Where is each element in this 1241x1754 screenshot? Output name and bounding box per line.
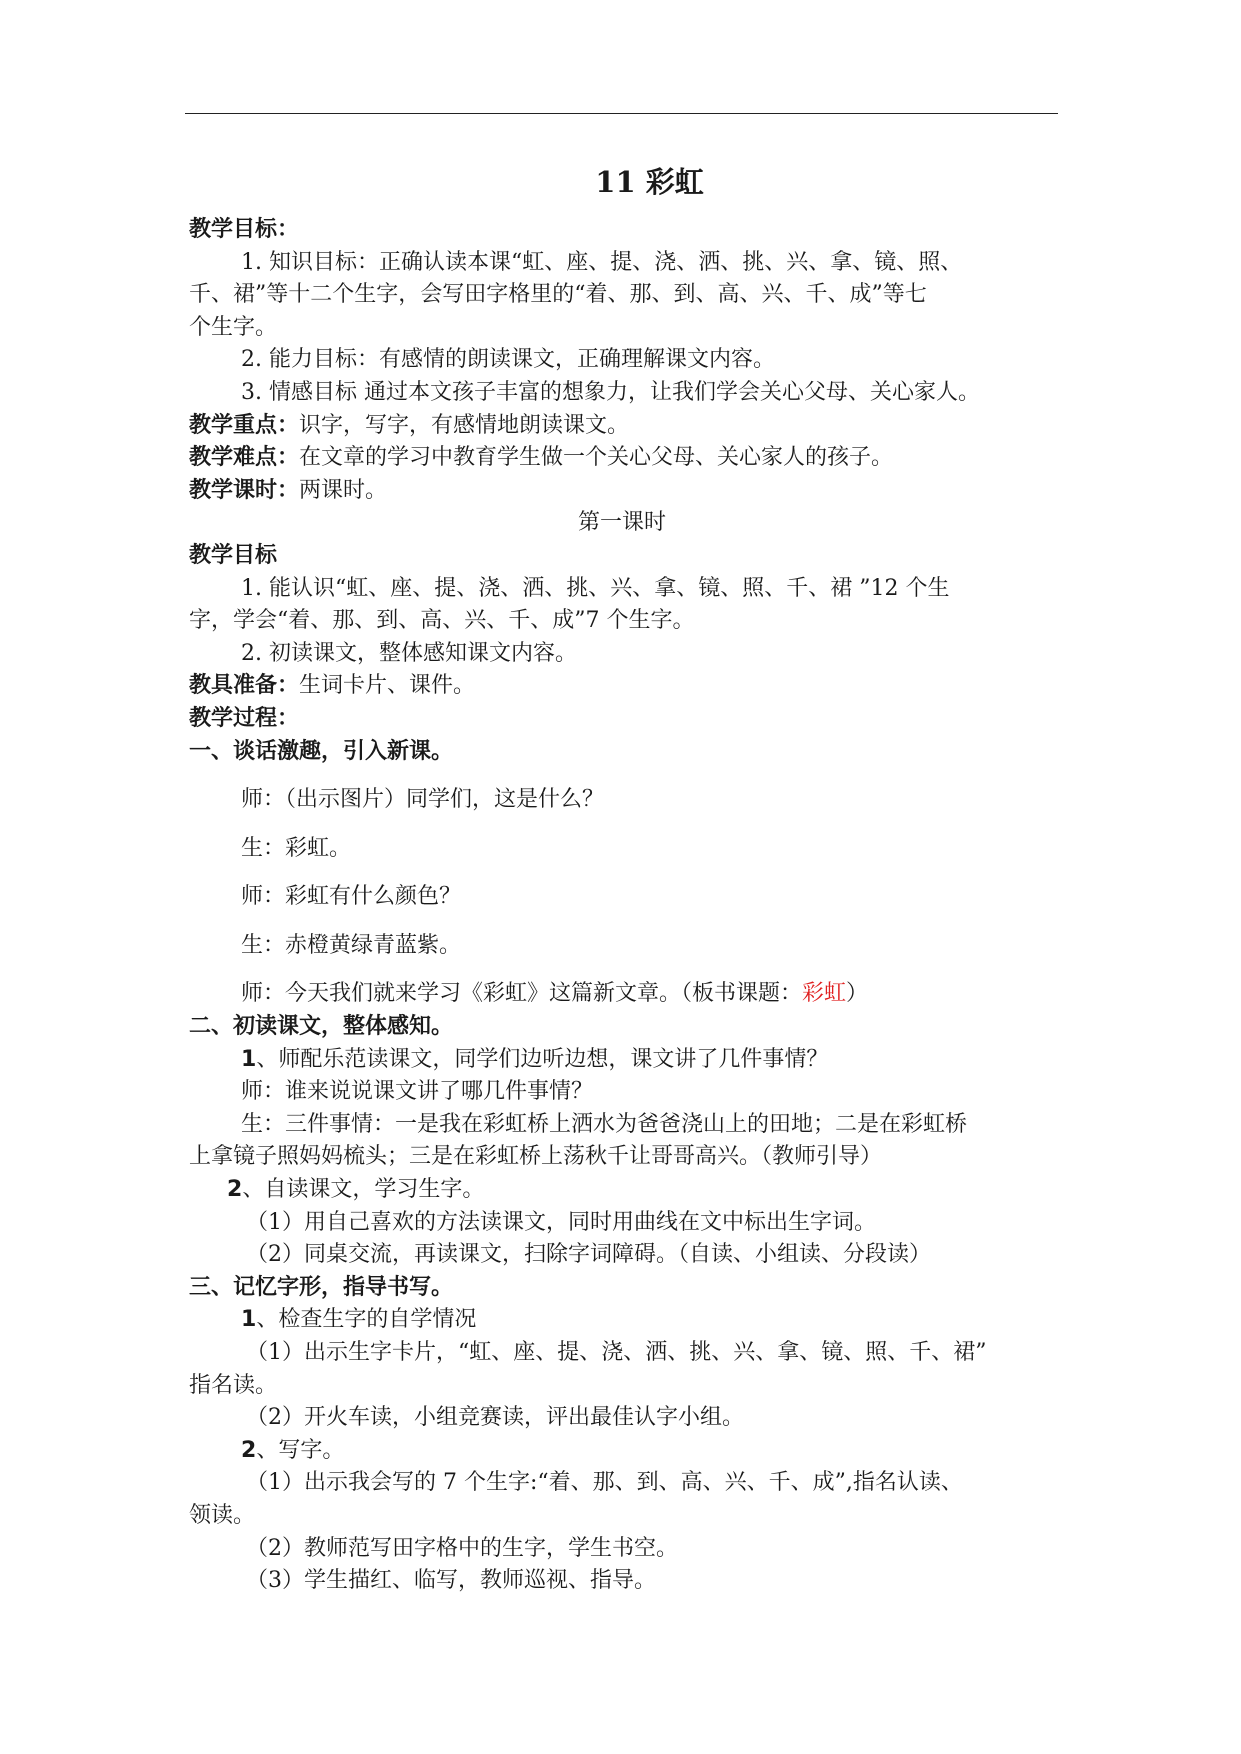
- class-hours-text: 两课时。: [299, 477, 388, 503]
- lesson-1-goal-1-line-2: 字，学会“着、那、到、高、兴、千、成”7 个生字。: [189, 608, 695, 634]
- section-3-step-2: [189, 1435, 1055, 1468]
- materials-label: 教具准备：: [189, 673, 300, 699]
- dialogue-line-5-text: 师：今天我们就来学习《彩虹》这篇新文章。（板书课题：: [241, 981, 803, 1007]
- dialogue-line-5: [189, 978, 1055, 1011]
- goal-1-line-1: 1. 知识目标：正确认读本课“虹、座、提、浇、洒、挑、兴、拿、镜、照、: [241, 249, 963, 275]
- step-text: 、自读课文，学习生字。: [242, 1177, 485, 1203]
- step-number: 2: [241, 1437, 257, 1463]
- lesson-1-goal-1-line-1: 1. 能认识“虹、座、提、浇、洒、挑、兴、拿、镜、照、千、裙 ”12 个生: [241, 575, 950, 601]
- dialogue-line-3: 师：彩虹有什么颜色？: [241, 884, 462, 910]
- section-2-answer-line-2: 上拿镜子照妈妈梳头；三是在彩虹桥上荡秋千让哥哥高兴。（教师引导）: [189, 1144, 883, 1170]
- section-2-question: 师：谁来说说课文讲了哪几件事情？: [241, 1079, 594, 1105]
- lesson-1-goal-2: 2. 初读课文，整体感知课文内容。: [241, 640, 577, 666]
- step-number: 1: [241, 1046, 257, 1072]
- goal-2: 2. 能力目标：有感情的朗读课文，正确理解课文内容。: [241, 347, 775, 373]
- dialogue-line-4: 生：赤橙黄绿青蓝紫。: [241, 932, 462, 958]
- goal-3: 3. 情感目标 通过本文孩子丰富的想象力，让我们学会关心父母、关心家人。: [241, 379, 980, 405]
- step-number: 1: [241, 1307, 257, 1333]
- key-points-text: 识字，写字，有感情地朗读课文。: [299, 412, 630, 438]
- dialogue-line-5-close: ）: [846, 981, 869, 1007]
- class-hours: [189, 475, 1055, 508]
- lesson-1-goals-label: 教学目标: [189, 542, 278, 568]
- section-2-step-2-item-2: （2）同桌交流，再读课文，扫除字词障碍。（自读、小组读、分段读）: [246, 1242, 931, 1268]
- lesson-1-heading: 第一课时: [577, 510, 666, 536]
- teaching-goals-label: 教学目标：: [189, 217, 300, 242]
- difficulties-text: 在文章的学习中教育学生做一个关心父母、关心家人的孩子。: [299, 445, 894, 471]
- materials-text: 生词卡片、课件。: [299, 673, 476, 699]
- dialogue-line-1: 师：（出示图片）同学们，这是什么？: [241, 787, 605, 813]
- key-points: [189, 410, 1055, 443]
- section-1-heading: 一、谈话激趣，引入新课。: [189, 738, 454, 764]
- goal-1-line-2: 千、裙”等十二个生字，会写田字格里的“着、那、到、高、兴、千、成”等七: [189, 282, 927, 308]
- section-2-heading: 二、初读课文，整体感知。: [189, 1014, 454, 1040]
- section-3-step-1-item-1-line-2: 指名读。: [189, 1372, 278, 1398]
- section-3-step-2-item-2: （2）教师范写田字格中的生字，学生书空。: [246, 1535, 678, 1561]
- section-2-step-2: [189, 1174, 1055, 1207]
- goal-1-line-3: 个生字。: [189, 314, 278, 340]
- section-3-step-2-item-3: （3）学生描红、临写，教师巡视、指导。: [246, 1568, 656, 1594]
- document-body: [189, 160, 1055, 1598]
- section-3-heading: 三、记忆字形，指导书写。: [189, 1274, 454, 1300]
- dialogue-line-2: 生：彩虹。: [241, 835, 352, 861]
- step-text: 、师配乐范读课文，同学们边听边想，课文讲了几件事情？: [256, 1046, 829, 1072]
- difficulties: [189, 442, 1055, 475]
- step-text: 、检查生字的自学情况: [256, 1307, 477, 1333]
- section-3-step-1: [189, 1304, 1055, 1337]
- section-3-step-1-item-1-line-1: （1）出示生字卡片，“虹、座、提、浇、洒、挑、兴、拿、镜、照、千、裙”: [246, 1340, 987, 1365]
- header-rule: [185, 113, 1058, 114]
- class-hours-label: 教学课时：: [189, 477, 300, 503]
- section-3-step-2-item-1-line-1: （1）出示我会写的 7 个生字:“着、那、到、高、兴、千、成”,指名认读、: [246, 1470, 963, 1496]
- key-points-label: 教学重点：: [189, 412, 300, 438]
- step-text: 、写字。: [256, 1437, 345, 1463]
- board-title-red: 彩虹: [802, 981, 847, 1007]
- section-3-step-2-item-1-line-2: 领读。: [189, 1502, 256, 1528]
- section-2-step-1: [189, 1044, 1055, 1077]
- difficulties-label: 教学难点：: [189, 445, 300, 471]
- step-number: 2: [227, 1177, 243, 1203]
- materials: [189, 670, 1055, 703]
- section-3-step-1-item-2: （2）开火车读，小组竞赛读，评出最佳认字小组。: [246, 1405, 744, 1431]
- document-title: 11 彩虹: [595, 165, 704, 199]
- section-2-answer-line-1: 生：三件事情：一是我在彩虹桥上洒水为爸爸浇山上的田地；二是在彩虹桥: [241, 1111, 968, 1137]
- process-label: 教学过程：: [189, 705, 300, 731]
- section-2-step-2-item-1: （1）用自己喜欢的方法读课文，同时用曲线在文中标出生字词。: [246, 1209, 876, 1235]
